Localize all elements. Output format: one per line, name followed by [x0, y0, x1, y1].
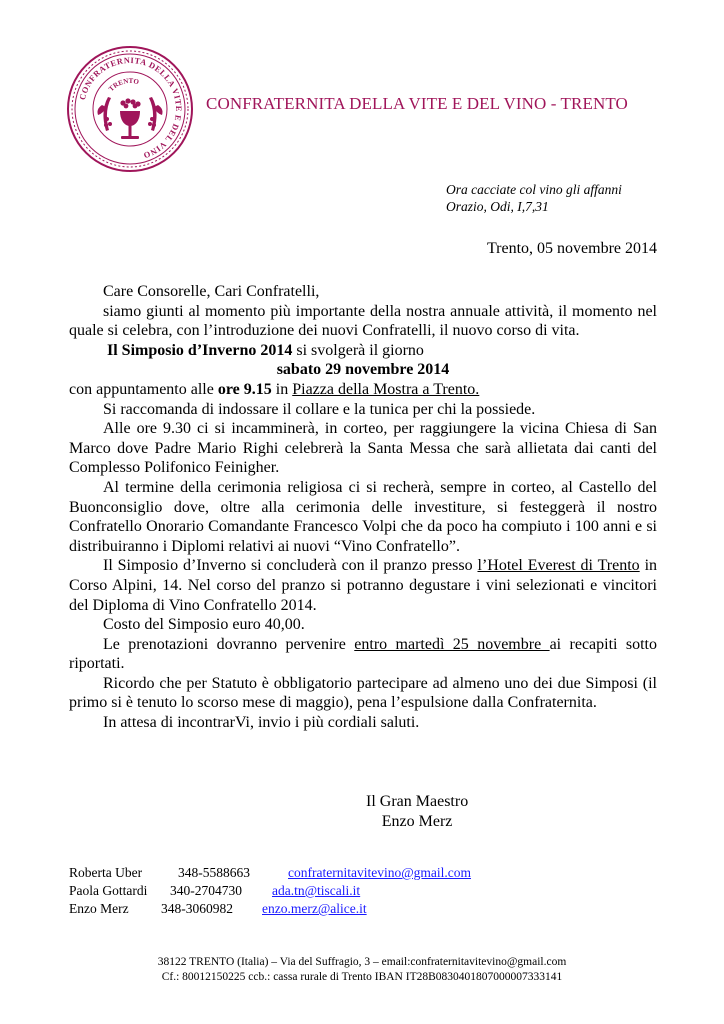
footer-bank-info: Cf.: 80012150225 ccb.: cassa rurale di Trento IBAN IT28B0830401807000007333141 — [161, 971, 563, 983]
contact-name: Paola Gottardi — [69, 883, 148, 898]
paragraph-dress: Si raccomanda di indossare il collare e la tunica per chi la possiede. — [103, 400, 536, 418]
epigraph-quote — [446, 181, 622, 215]
paragraph-cost: Costo del Simposio euro 40,00. — [103, 616, 305, 634]
paragraph-booking: Le prenotazioni dovranno pervenire entro martedì 25 novembre ai recapiti sotto riportati. — [69, 635, 658, 673]
contact-email-link[interactable]: confraternitavitevino@gmail.com — [288, 865, 471, 880]
signature-block — [366, 792, 468, 832]
contact-row — [69, 900, 471, 918]
confraternita-seal-logo — [66, 45, 194, 173]
paragraph-meeting: con appuntamento alle ore 9.15 in Piazza della Mostra a Trento. — [69, 380, 480, 398]
letterhead-footer — [0, 955, 724, 985]
meeting-time: ore 9.15 — [217, 380, 272, 398]
contact-email-link[interactable]: enzo.merz@alice.it — [262, 901, 367, 916]
contact-name: Enzo Merz — [69, 901, 129, 916]
paragraph-castle: Al termine della cerimonia religiosa ci si recherà, sempre in corteo, al Castello del Buonconsiglio dove, oltre alla cerimonia delle investiture, si festeggerà il nostro Confratello Onorario Comandante Francesco Volpi che da poco ha compiuto i 100 anni e si distribuiranno i Diplomi relativi ai nuovi “Vino Confratello”. — [69, 478, 657, 555]
letter-body — [69, 282, 657, 733]
greeting: Care Consorelle, Cari Confratelli, — [103, 283, 320, 300]
organization-title: CONFRATERNITA DELLA VITE E DEL VINO - TRENTO — [206, 94, 628, 113]
meeting-place: Piazza della Mostra a Trento. — [292, 380, 480, 398]
contact-row — [69, 864, 471, 882]
contact-email-link[interactable]: ada.tn@tiscali.it — [272, 883, 361, 898]
letter-date: Trento, 05 novembre 2014 — [486, 240, 657, 257]
signature-title: Il Gran Maestro — [366, 793, 469, 810]
contact-phone: 348-3060982 — [161, 901, 233, 916]
contact-name: Roberta Uber — [69, 865, 143, 880]
paragraph-intro: siamo giunti al momento più importante della nostra annuale attività, il momento nel quale si celebra, con l’introduzione dei nuovi Confratelli, il nuovo corso di vita. — [69, 302, 657, 340]
paragraph-closing: In attesa di incontrarVi, invio i più cordiali saluti. — [103, 714, 420, 732]
contact-phone: 340-2704730 — [170, 883, 242, 898]
contact-list — [69, 864, 471, 918]
signature-name: Enzo Merz — [381, 813, 453, 830]
svg-text:TRENTO: TRENTO — [107, 76, 140, 94]
paragraph-statute: Ricordo che per Statuto è obbligatorio partecipare ad almeno uno dei due Simposi (il primo si è tenuto lo scorso mese di maggio), pena l’espulsione dalla Confraternita. — [69, 674, 657, 712]
hotel-name: l’Hotel Everest di Trento — [477, 557, 640, 575]
event-name: Il Simposio d’Inverno 2014 — [107, 341, 293, 359]
paragraph-lunch: Il Simposio d’Inverno si concluderà con il pranzo presso l’Hotel Everest di Trento in Corso Alpini, 14. Nel corso del pranzo si potranno degustare i vini selezionati e vincitori del Diploma di Vino Confratello 2014. — [69, 557, 658, 614]
booking-deadline: entro martedì 25 novembre — [354, 635, 550, 653]
paragraph-event: Il Simposio d’Inverno 2014 si svolgerà il giorno — [107, 341, 424, 359]
footer-address: 38122 TRENTO (Italia) – Via del Suffragio, 3 – email:confraternitavitevino@gmail.com — [157, 956, 567, 968]
paragraph-mass: Alle ore 9.30 ci si incamminerà, in corteo, per raggiungere la vicina Chiesa di San Marco dove Padre Mario Righi celebrerà la Santa Messa che sarà allietata dai canti del Complesso Polifonico Feinigher. — [69, 420, 657, 477]
svg-text:CONFRATERNITA DELLA VITE E DEL: CONFRATERNITA DELLA VITE E DEL VINO — [77, 55, 184, 160]
quote-source: Orazio, Odi, I,7,31 — [446, 199, 549, 214]
event-date: sabato 29 novembre 2014 — [276, 361, 450, 379]
contact-phone: 348-5588663 — [178, 865, 250, 880]
contact-row — [69, 882, 471, 900]
quote-text: Ora cacciate col vino gli affanni — [446, 182, 622, 197]
